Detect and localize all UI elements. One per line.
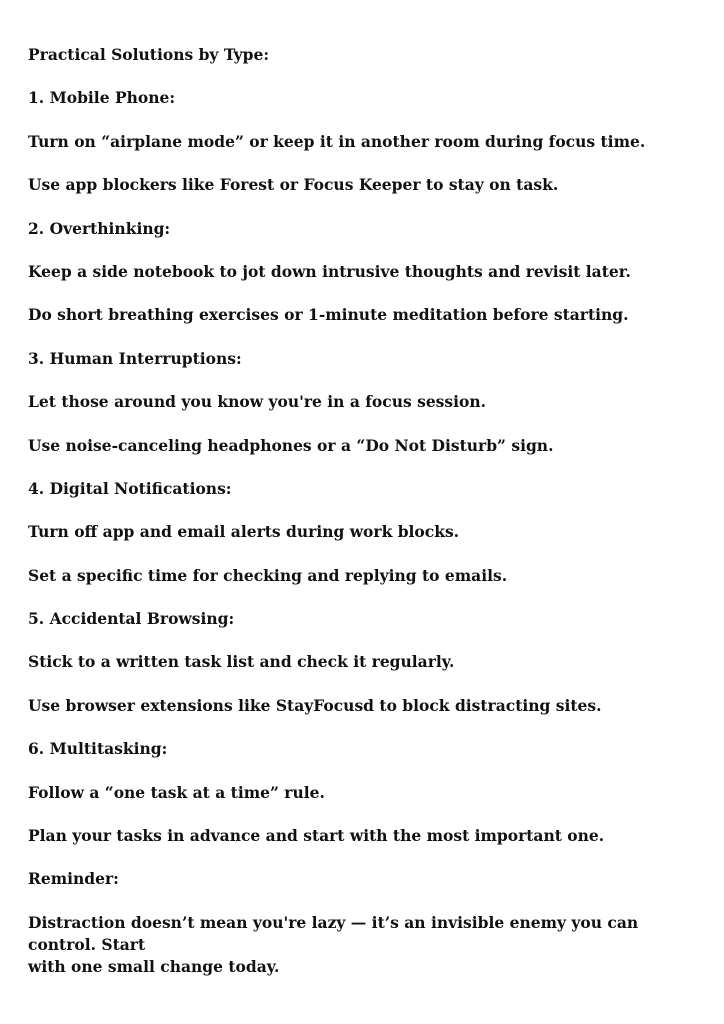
- section-item: Use app blockers like Forest or Focus Keeper to stay on task.: [28, 175, 559, 195]
- section-item: Do short breathing exercises or 1-minute meditation before starting.: [28, 305, 629, 325]
- reminder-title: Reminder:: [28, 869, 119, 889]
- section-title-accidental-browsing: 5. Accidental Browsing:: [28, 609, 235, 629]
- section-item: Turn on “airplane mode” or keep it in another room during focus time.: [28, 131, 646, 151]
- reminder-text-line-2: with one small change today.: [28, 956, 280, 976]
- section-title-overthinking: 2. Overthinking:: [28, 218, 171, 238]
- section-item: Stick to a written task list and check it regularly.: [28, 652, 455, 672]
- section-title-human-interruptions: 3. Human Interruptions:: [28, 348, 242, 368]
- section-item: Plan your tasks in advance and start with the most important one.: [28, 826, 605, 846]
- document-page: [28, 44, 698, 978]
- section-item: Set a specific time for checking and replying to emails.: [28, 565, 508, 585]
- reminder-text-line-1: Distraction doesn’t mean you're lazy — it’s an invisible enemy you can control. Start: [28, 912, 639, 954]
- section-title-digital-notifications: 4. Digital Notifications:: [28, 478, 232, 498]
- section-item: Use browser extensions like StayFocusd to block distracting sites.: [28, 695, 602, 715]
- section-title-multitasking: 6. Multitasking:: [28, 739, 168, 759]
- section-item: Let those around you know you're in a focus session.: [28, 392, 487, 412]
- section-item: Keep a side notebook to jot down intrusive thoughts and revisit later.: [28, 261, 631, 281]
- section-title-mobile-phone: 1. Mobile Phone:: [28, 88, 176, 108]
- section-item: Turn off app and email alerts during work blocks.: [28, 522, 460, 542]
- document-heading: Practical Solutions by Type:: [28, 45, 270, 64]
- section-item: Use noise-canceling headphones or a “Do Not Disturb” sign.: [28, 435, 554, 455]
- section-item: Follow a “one task at a time” rule.: [28, 782, 325, 802]
